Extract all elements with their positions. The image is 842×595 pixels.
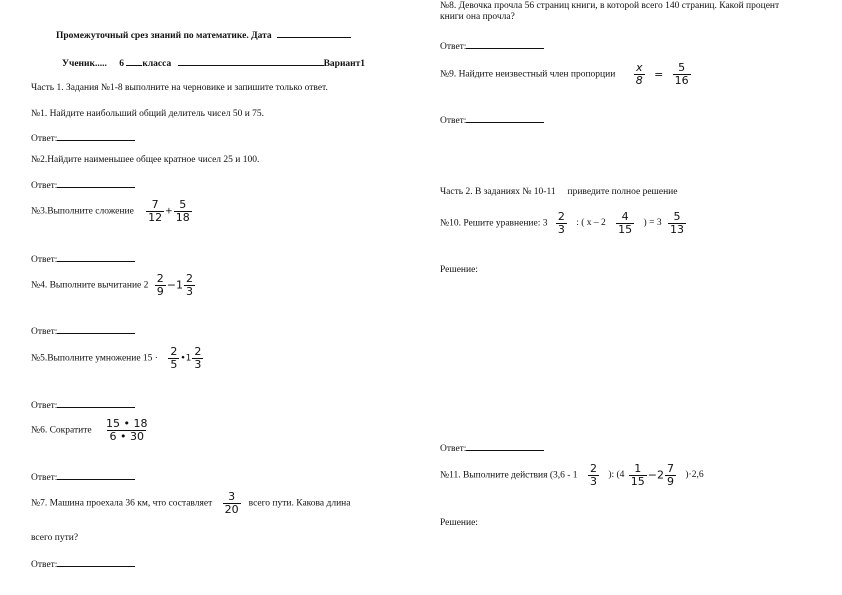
answer-4 <box>31 324 135 338</box>
task-11-text: №11. Выполните действия (3,6 - 1 <box>440 470 578 481</box>
fraction-numerator: 4 <box>621 210 629 223</box>
task-7-line2: всего пути? <box>31 533 79 543</box>
solution-10: Решение: <box>440 265 478 275</box>
answer-label: Ответ: <box>31 255 58 265</box>
fraction-numerator: 7 <box>151 198 159 211</box>
task-4 <box>31 273 196 299</box>
task-10-text: №10. Решите уравнение: 3 <box>440 218 548 229</box>
task-3-text: №3.Выполните сложение <box>31 206 134 217</box>
expression-end: )·2,6 <box>685 470 704 481</box>
fraction <box>673 62 691 88</box>
test-title-text: Промежуточный срез знаний по математике. Дата <box>56 31 272 41</box>
answer-5 <box>31 398 135 412</box>
fraction <box>556 211 567 237</box>
class-label: класса <box>142 59 172 69</box>
answer-label: Ответ: <box>31 181 58 191</box>
expression-middle: ): (4 <box>608 470 625 481</box>
part2-title: Часть 2. <box>440 187 473 197</box>
part1-instructions: Задания №1-8 выполните на черновике и запишите только ответ. <box>65 83 328 93</box>
fraction <box>155 273 166 299</box>
fraction <box>629 463 647 489</box>
equation-middle: : ( x – 2 <box>576 218 606 229</box>
answer-9 <box>440 113 544 127</box>
answer-label: Ответ: <box>440 444 467 454</box>
fraction-numerator: 2 <box>557 210 565 223</box>
task-8: №8. Девочка прочла 56 страниц книги, в которой всего 140 страниц. Какой процент книги она прочла? <box>440 1 780 22</box>
answer-6 <box>31 470 135 484</box>
task-10 <box>440 211 687 237</box>
answer-label: Ответ: <box>31 560 58 570</box>
solution-11: Решение: <box>440 518 478 528</box>
fraction <box>588 463 599 489</box>
fraction-denominator: 3 <box>557 223 565 237</box>
fraction-numerator: 3 <box>228 490 236 503</box>
fraction <box>174 199 192 225</box>
part2-instructions: В заданиях № 10-11 приведите полное решение <box>474 187 678 197</box>
answer-blank <box>466 441 544 451</box>
fraction-denominator: 3 <box>589 475 597 489</box>
answer-blank <box>57 470 135 480</box>
fraction-denominator: 3 <box>194 358 202 372</box>
answer-3 <box>31 252 135 266</box>
task-9-text: №9. Найдите неизвестный член пропорции <box>440 69 616 80</box>
student-label: Ученик..... <box>62 59 107 69</box>
answer-label: Ответ: <box>31 134 58 144</box>
fraction-numerator: x <box>635 61 643 74</box>
fraction-numerator: 1 <box>634 462 642 475</box>
fraction-denominator: 8 <box>635 74 643 88</box>
date-blank <box>277 28 351 38</box>
answer-label: Ответ: <box>440 116 467 126</box>
part2-heading <box>440 187 677 198</box>
task-6 <box>31 418 150 444</box>
task-1: №1. Найдите наибольший общий делитель чисел 50 и 75. <box>31 109 265 119</box>
operator: •1 <box>180 353 192 364</box>
fraction-denominator: 9 <box>156 285 164 299</box>
fraction-denominator: 5 <box>170 358 178 372</box>
fraction <box>634 62 645 88</box>
fraction <box>184 273 195 299</box>
operator: + <box>165 206 173 217</box>
grade-blank <box>126 56 142 66</box>
answer-blank <box>57 178 135 188</box>
answer-1 <box>31 131 135 145</box>
fraction-denominator: 12 <box>148 211 163 225</box>
answer-blank <box>57 252 135 262</box>
fraction-denominator: 3 <box>185 285 193 299</box>
fraction <box>616 211 634 237</box>
answer-blank <box>466 113 544 123</box>
fraction-numerator: 2 <box>170 345 178 358</box>
fraction <box>192 346 203 372</box>
equation-end: ) = 3 <box>643 218 662 229</box>
fraction <box>668 211 686 237</box>
fraction-denominator: 13 <box>669 223 684 237</box>
task-6-text: №6. Сократите <box>31 425 92 436</box>
fraction-numerator: 15 • 18 <box>105 417 148 430</box>
fraction-numerator: 2 <box>185 272 193 285</box>
task-3 <box>31 199 193 225</box>
student-line <box>62 56 365 70</box>
task-7-text-after: всего пути. Какова длина <box>248 498 351 509</box>
fraction <box>104 418 149 444</box>
answer-blank <box>57 324 135 334</box>
answer-blank <box>57 557 135 567</box>
task-5 <box>31 346 204 372</box>
answer-label: Ответ: <box>440 42 467 52</box>
fraction-denominator: 20 <box>224 503 239 517</box>
answer-blank <box>57 398 135 408</box>
part1-title: Часть 1. <box>31 83 64 93</box>
answer-label: Ответ: <box>31 473 58 483</box>
fraction-denominator: 16 <box>674 74 689 88</box>
grade-number: 6 <box>119 59 124 69</box>
answer-blank <box>466 39 544 49</box>
minus-operator: −2 <box>647 468 664 482</box>
task-11 <box>440 463 704 489</box>
variant-label: Вариант1 <box>323 59 366 69</box>
fraction-numerator: 5 <box>179 198 187 211</box>
fraction-numerator: 7 <box>667 462 674 475</box>
answer-10 <box>440 441 544 455</box>
task-4-text: №4. Выполните вычитание 2 <box>31 280 149 291</box>
task-7-text: №7. Машина проехала 36 км, что составляет <box>31 498 213 509</box>
task-5-text: №5.Выполните умножение 15 · <box>31 353 158 364</box>
fraction-numerator: 5 <box>673 210 681 223</box>
fraction-numerator: 2 <box>156 272 164 285</box>
fraction-denominator: 9 <box>667 475 674 489</box>
test-title <box>56 28 351 42</box>
answer-blank <box>57 131 135 141</box>
answer-label: Ответ: <box>31 327 58 337</box>
task-9 <box>440 62 692 88</box>
equals-sign: = <box>654 67 664 81</box>
part1-heading <box>31 83 328 94</box>
operator: −1 <box>166 278 183 292</box>
answer-8 <box>440 39 544 53</box>
fraction <box>223 491 241 517</box>
answer-label: Ответ: <box>31 401 58 411</box>
fraction-denominator: 6 • 30 <box>109 430 144 444</box>
fraction <box>168 346 179 372</box>
task-2: №2.Найдите наименьшее общее кратное чисел 25 и 100. <box>31 155 260 165</box>
fraction-numerator: 5 <box>678 61 686 74</box>
fraction-denominator: 15 <box>618 223 633 237</box>
fraction-denominator: 15 <box>630 475 645 489</box>
fraction-numerator: 2 <box>589 462 597 475</box>
name-blank <box>178 56 324 66</box>
fraction <box>665 463 676 489</box>
answer-7 <box>31 557 135 571</box>
answer-2 <box>31 178 135 192</box>
fraction-numerator: 2 <box>194 345 202 358</box>
fraction-denominator: 18 <box>175 211 190 225</box>
fraction <box>146 199 164 225</box>
task-7 <box>31 491 350 517</box>
